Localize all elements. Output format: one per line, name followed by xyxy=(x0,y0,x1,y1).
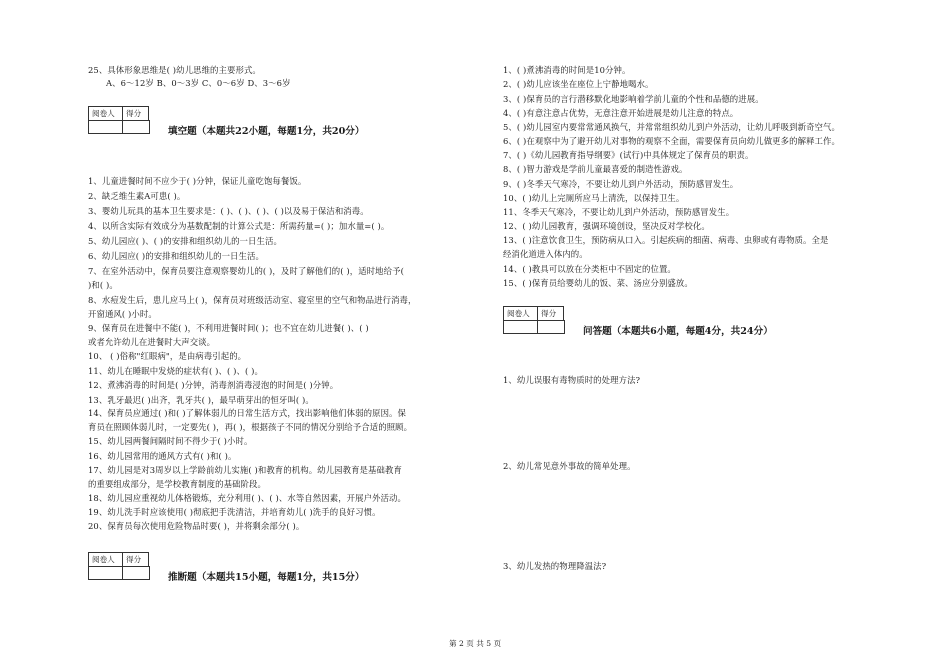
judge-item: 7、( )《幼儿园教育指导纲要》(试行)中具体规定了保育员的职责。 xyxy=(503,150,754,160)
fill-item: 3、婴幼儿玩具的基本卫生要求是：( )、( )、( )、( )以及易于保洁和消毒。 xyxy=(88,206,369,216)
judge-item: 8、( )智力游戏是学前儿童最喜爱的制造性游戏。 xyxy=(503,164,688,174)
question-25-options: A、6～12岁 B、0～3岁 C、0～6岁 D、3～6岁 xyxy=(106,78,291,88)
fill-item: 4、以所含实际有效成分为基数配制的计算公式是：所需药量=( )；加水量=( )。 xyxy=(88,221,390,231)
qa-section-title: 问答题（本题共6小题，每题4分，共24分） xyxy=(583,326,773,337)
judge-item: 15、( )保育员给婴幼儿的饭、菜、汤应分别盛放。 xyxy=(503,278,693,288)
score-box-judge xyxy=(88,552,149,567)
judge-item: 1、( )煮沸消毒的时间是10分钟。 xyxy=(503,65,631,75)
judge-item: 14、( )教具可以放在分类柜中不固定的位置。 xyxy=(503,264,676,274)
judge-item: 10、( )幼儿上完厕所应马上清洗，以保持卫生。 xyxy=(503,193,685,203)
fill-item: 15、幼儿园两餐间隔时间不得少于( )小时。 xyxy=(88,436,253,446)
fill-item: 16、幼儿园常用的通风方式有( )和( )。 xyxy=(88,451,237,461)
judge-item: 6、( )在观察中为了避开幼儿对事物的观察不全面，需要保育员向幼儿做更多的解释工作。 xyxy=(503,136,840,146)
fill-item: 6、幼儿园应( )的安排和组织幼儿的一日生活。 xyxy=(88,251,264,261)
score-label: 得分 xyxy=(537,307,563,320)
judge-item: 5、( )幼儿园室内要常常通风换气，并常常组织幼儿到户外活动，让幼儿呼吸到新奇空气。 xyxy=(503,122,840,132)
score-label: 得分 xyxy=(122,107,148,120)
qa-item: 2、幼儿常见意外事故的简单处理。 xyxy=(503,461,636,471)
fill-item: 育员在照顾体弱儿时，一定要先( )，再( )，根据孩子不同的情况分别给予合适的照顾。 xyxy=(88,422,413,432)
judge-item: 13、( )注意饮食卫生，预防病从口入。引起疾病的细菌、病毒、虫卵或有毒物质。全是 xyxy=(503,235,829,245)
fill-item: 1、儿童进餐时间不应少于( )分钟，保证儿童吃饱每餐饭。 xyxy=(88,176,307,186)
judge-item: 12、( )幼儿园教育，强调环境创设，坚决反对学校化。 xyxy=(503,221,710,231)
reviewer-label: 阅卷人 xyxy=(92,109,115,118)
judge-item: 9、( )冬季天气寒冷，不要让幼儿到户外活动，预防感冒发生。 xyxy=(503,179,739,189)
fill-item: 18、幼儿园应重视幼儿体格锻炼，充分利用( )、( )、水等自然因素，开展户外活动。 xyxy=(88,493,406,503)
fill-item: 的重要组成部分，是学校教育制度的基础阶段。 xyxy=(88,479,266,489)
qa-item: 1、幼儿误服有毒物质时的处理方法? xyxy=(503,375,641,385)
fill-item: 9、保育员在进餐中不能( )，不利用进餐时间( )；也不宜在幼儿进餐( )、( ) xyxy=(88,323,369,333)
reviewer-label: 阅卷人 xyxy=(507,309,530,318)
question-25: 25、具体形象思维是( )幼儿思维的主要形式。 xyxy=(88,65,261,75)
fill-section-title: 填空题（本题共22小题，每题1分，共20分） xyxy=(168,126,365,137)
qa-item: 3、幼儿发热的物理降温法? xyxy=(503,561,607,571)
fill-item: 2、缺乏维生素A可患( )。 xyxy=(88,191,186,201)
fill-item: 10、 ( )俗称"红眼病"，是由病毒引起的。 xyxy=(88,351,247,361)
judge-item: 3、( )保育员的言行潜移默化地影响着学前儿童的个性和品德的进展。 xyxy=(503,94,764,104)
fill-item: 13、乳牙最迟( )出齐，乳牙共( )，最早萌芽出的恒牙叫( )。 xyxy=(88,395,314,405)
fill-item: )和( )。 xyxy=(88,280,118,290)
fill-item: 19、幼儿洗手时应该使用( )彻底把手洗清洁，并培育幼儿( )洗手的良好习惯。 xyxy=(88,507,381,517)
judge-item: 2、( )幼儿应该坐在座位上宁静地喝水。 xyxy=(503,79,654,89)
fill-item: 14、保育员应通过( )和( )了解体弱儿的日常生活方式，找出影响他们体弱的原因。保 xyxy=(88,408,406,418)
judge-section-title: 推断题（本题共15小题，每题1分，共15分） xyxy=(168,572,365,583)
score-box-fill xyxy=(88,106,149,121)
page-footer: 第 2 页 共 5 页 xyxy=(448,639,502,648)
fill-item: 或者允许幼儿在进餐时大声交谈。 xyxy=(88,337,216,347)
judge-item: 11、冬季天气寒冷，不要让幼儿到户外活动，预防感冒发生。 xyxy=(503,207,735,217)
fill-item: 开窗通风( )小时。 xyxy=(88,309,157,319)
fill-item: 17、幼儿园是对3周岁以上学龄前幼儿实施( )和教育的机构。幼儿园教育是基础教育 xyxy=(88,465,402,475)
fill-item: 20、保育员每次使用危险物品时要( )，并将剩余部分( )。 xyxy=(88,521,305,531)
fill-item: 5、幼儿园应( )、( )的安排和组织幼儿的一日生活。 xyxy=(88,236,282,246)
fill-item: 8、水痘发生后，患儿应马上( )，保育员对班级活动室、寝室里的空气和物品进行消毒， xyxy=(88,295,417,305)
judge-item: 4、( )有意注意占优势，无意注意开始进展是幼儿注意的特点。 xyxy=(503,108,739,118)
fill-item: 11、幼儿在睡眠中发烧的症状有( )、( )、( )。 xyxy=(88,366,263,376)
score-label: 得分 xyxy=(122,553,148,566)
score-box-qa xyxy=(503,306,564,321)
fill-item: 12、煮沸消毒的时间是( )分钟，消毒剂消毒浸泡的时间是( )分钟。 xyxy=(88,380,339,390)
reviewer-label: 阅卷人 xyxy=(92,555,115,564)
fill-item: 7、在室外活动中，保育员要注意观察婴幼儿的( )，及时了解他们的( )，适时地给予( xyxy=(88,266,404,276)
judge-item: 经消化道进入体内的。 xyxy=(503,249,588,259)
